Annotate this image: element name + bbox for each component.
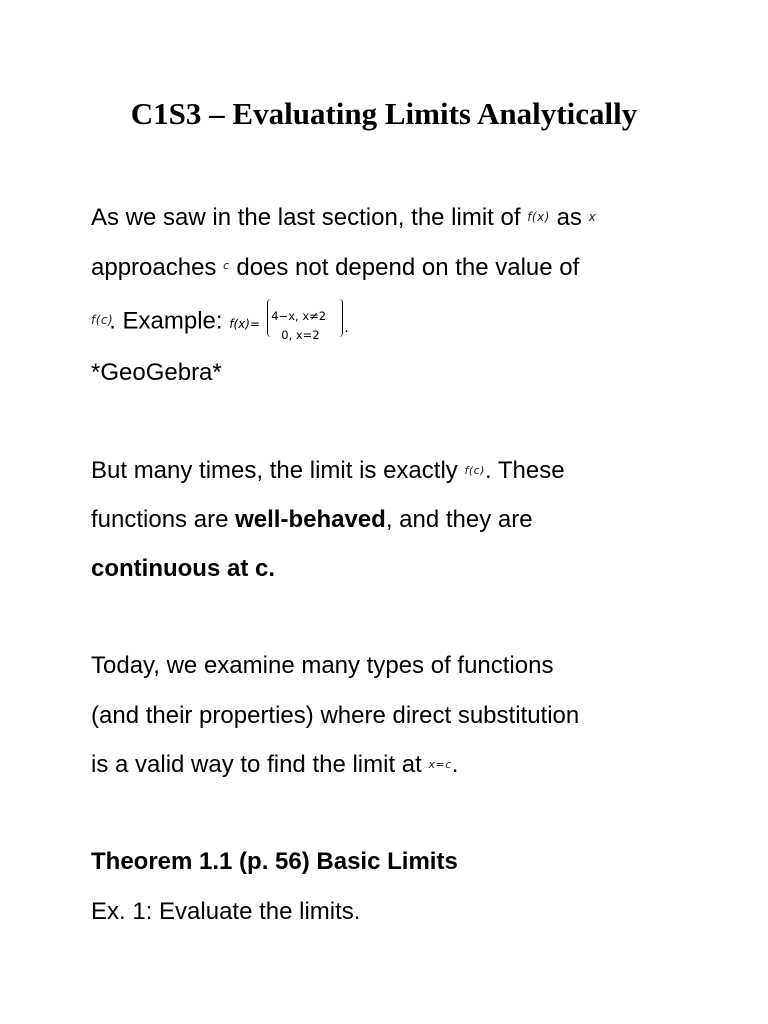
paragraph-2-line-2 bbox=[91, 505, 533, 535]
piecewise-case-1: 4−x, x≠2 bbox=[271, 309, 327, 323]
math-x: x bbox=[588, 210, 597, 224]
piecewise-tail: . bbox=[344, 319, 349, 336]
text: As we saw in the last section, the limit of bbox=[91, 204, 521, 231]
page-title: C1S3 – Evaluating Limits Analytically bbox=[130, 96, 638, 131]
paragraph-1-line-1 bbox=[91, 202, 596, 233]
math-x-equals-c: x=c bbox=[428, 758, 452, 771]
text: , and they are bbox=[385, 506, 533, 533]
text: . Example: bbox=[109, 307, 223, 335]
text: functions are bbox=[91, 506, 229, 533]
paragraph-1-line-3 bbox=[91, 305, 349, 342]
math-fc: f(c) bbox=[91, 313, 114, 328]
piecewise-case-2: 0, x=2 bbox=[281, 328, 320, 342]
piecewise-lhs: f(x)= bbox=[229, 317, 260, 331]
text: does not depend on the value of bbox=[236, 254, 580, 281]
paragraph-3-line-2: (and their properties) where direct substitution bbox=[91, 702, 580, 729]
theorem-heading: Theorem 1.1 (p. 56) Basic Limits bbox=[91, 848, 458, 875]
paragraph-3-line-3 bbox=[91, 750, 458, 780]
paragraph-2-line-1 bbox=[91, 456, 565, 486]
paragraph-1-line-2 bbox=[91, 251, 579, 283]
math-fx: f(x) bbox=[527, 210, 550, 224]
text: is a valid way to find the limit at bbox=[91, 751, 422, 778]
example-1-heading: Ex. 1: Evaluate the limits. bbox=[91, 898, 361, 925]
text: as bbox=[556, 204, 582, 231]
piecewise-function bbox=[229, 299, 349, 342]
geogebra-note: *GeoGebra* bbox=[91, 359, 222, 386]
text: . bbox=[451, 751, 459, 778]
text: But many times, the limit is exactly bbox=[91, 457, 458, 484]
text: . These bbox=[484, 457, 565, 484]
math-fc: f(c) bbox=[464, 464, 485, 477]
well-behaved-term: well-behaved bbox=[235, 506, 386, 533]
math-c: c bbox=[223, 259, 230, 272]
continuous-at-c-term: continuous at c. bbox=[91, 555, 276, 582]
text: approaches bbox=[91, 254, 217, 281]
paragraph-3-line-1: Today, we examine many types of functions bbox=[91, 652, 554, 679]
